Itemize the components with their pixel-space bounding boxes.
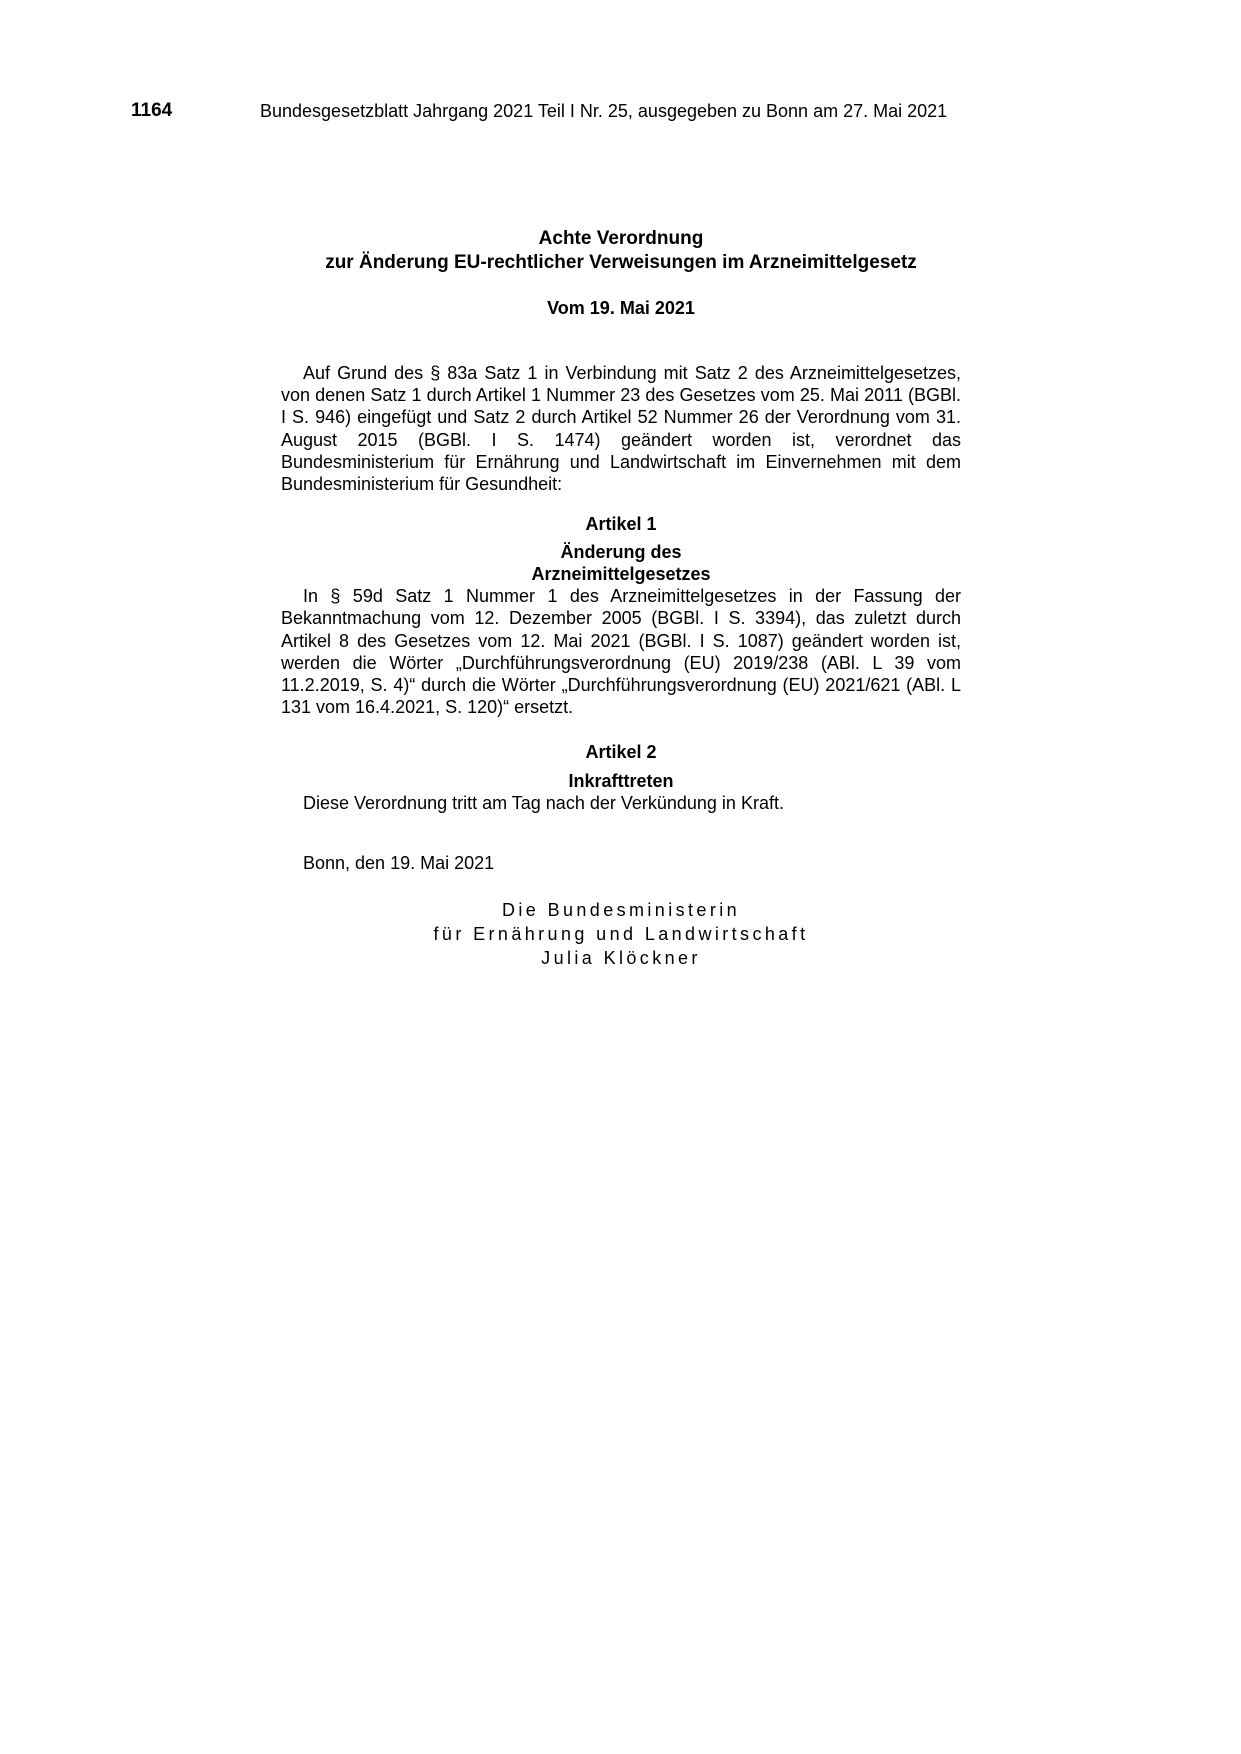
ordinance-title-line2: zur Änderung EU-rechtlicher Verweisungen im Arzneimittelgesetz xyxy=(325,252,917,273)
gazette-header-line: Bundesgesetzblatt Jahrgang 2021 Teil I Nr. 25, ausgegeben zu Bonn am 27. Mai 2021 xyxy=(260,101,948,121)
signature-block xyxy=(281,898,961,970)
page-number: 1164 xyxy=(131,100,173,121)
ordinance-title-line1: Achte Verordnung xyxy=(538,228,704,249)
ordinance-date: Vom 19. Mai 2021 xyxy=(547,298,695,318)
article-2-number: Artikel 2 xyxy=(585,742,657,763)
article-1-number: Artikel 1 xyxy=(585,514,657,535)
ordinance-title xyxy=(281,227,961,275)
place-and-date: Bonn, den 19. Mai 2021 xyxy=(303,852,495,873)
article-2-text: Diese Verordnung tritt am Tag nach der Verkündung in Kraft. xyxy=(303,793,784,814)
ordinance-body xyxy=(281,227,961,970)
article-1-text: In § 59d Satz 1 Nummer 1 des Arzneimittelgesetzes in der Fassung der Bekanntmachung vom 12. Dezember 2005 (BGBl. I S. 3394), das zuletzt durch Artikel 8 des Gesetzes vom 12. Mai 2021 (BGBl. I S. 1087) geändert worden ist, werden die Wörter „Durchführungsverordnung (EU) 2019/238 (ABl. L 39 vom 11.2.2019, S. 4)“ durch die Wörter „Durchführungsverordnung (EU) 2021/621 (ABl. L 131 vom 16.4.2021, S. 120)“ ersetzt. xyxy=(281,586,961,718)
signatory-role-line2: für Ernährung und Landwirtschaft xyxy=(433,923,809,944)
preamble-paragraph: Auf Grund des § 83a Satz 1 in Verbindung mit Satz 2 des Arzneimittelgesetzes, von denen Satz 1 durch Artikel 1 Nummer 23 des Gesetzes vom 25. Mai 2011 (BGBl. I S. 946) eingefügt und Satz 2 durch Artikel 52 Nummer 26 der Verordnung vom 31. August 2015 (BGBl. I S. 1474) geändert worden ist, verordnet das Bundesministerium für Ernährung und Landwirtschaft im Einvernehmen mit dem Bundesministerium für Gesundheit: xyxy=(281,363,961,495)
article-2-title: Inkrafttreten xyxy=(568,771,674,792)
signatory-name: Julia Klöckner xyxy=(541,947,701,968)
article-1-title-line1: Änderung des xyxy=(560,542,682,563)
article-1-title xyxy=(281,541,961,585)
article-1-title-line2: Arzneimittelgesetzes xyxy=(531,564,711,585)
page-header xyxy=(131,99,1111,123)
signatory-role-line1: Die Bundesministerin xyxy=(501,899,741,920)
